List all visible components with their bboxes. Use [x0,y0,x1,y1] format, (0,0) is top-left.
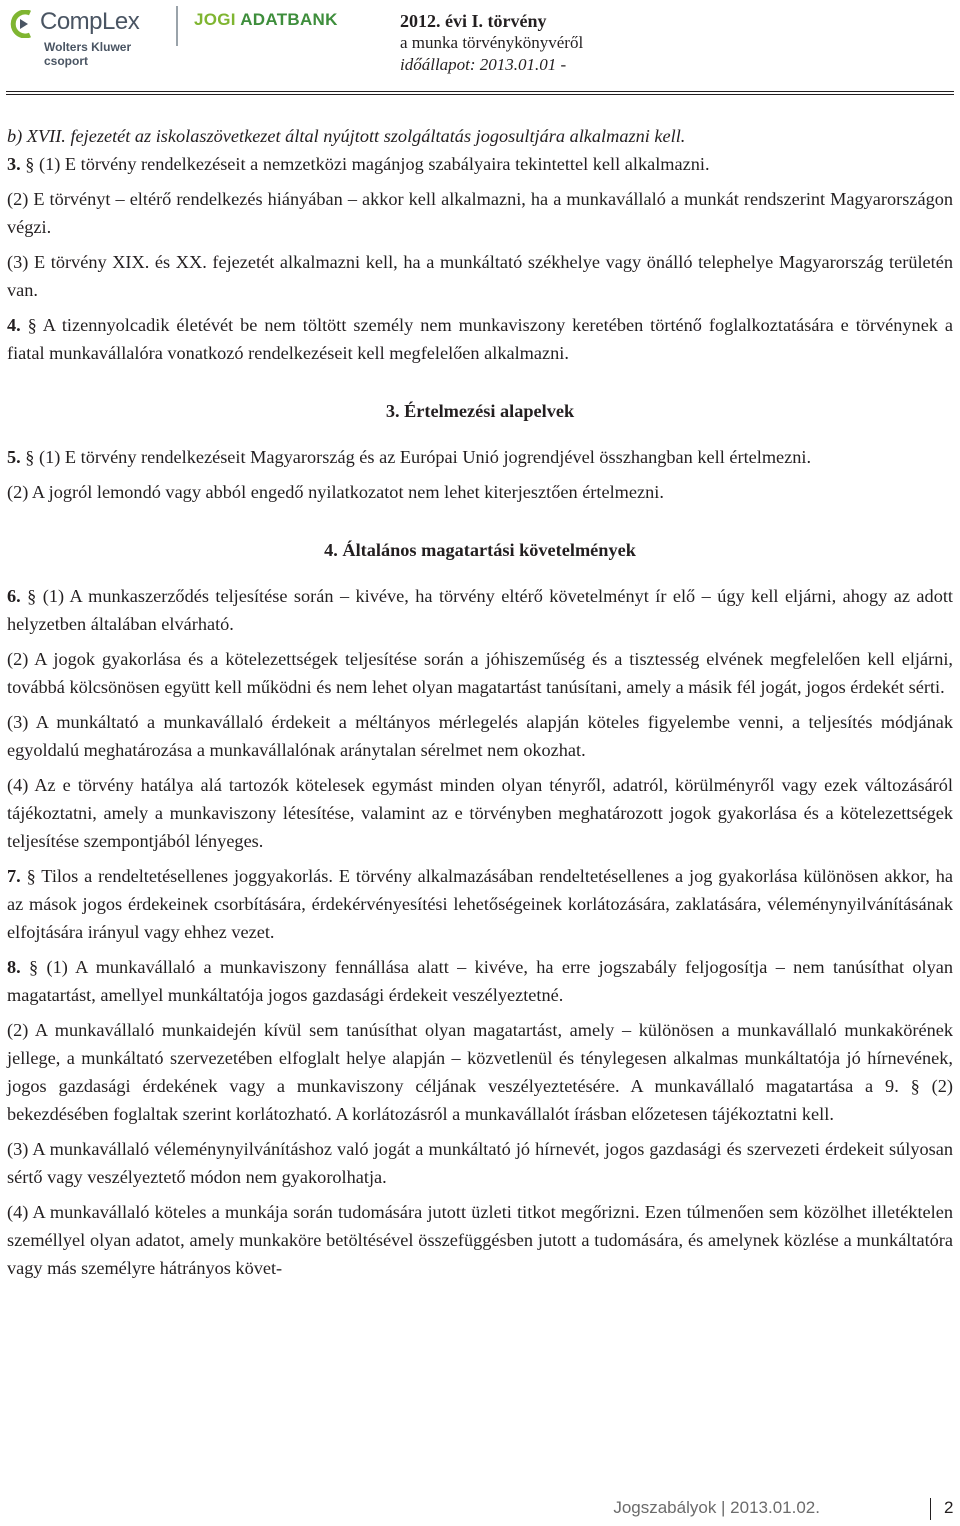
paragraph [7,1198,953,1282]
paragraph-text: (3) A munkáltató a munkavállaló érdekeit a méltányos mérlegelés alapján köteles figyelembe venni, a teljesítés módjának egyoldalú meghatározása a munkavállalónak aránytalan sérelmet nem okozhat. [7,712,953,760]
paragraph [7,248,953,304]
paragraph [7,122,953,150]
section-number: 5. [7,447,21,467]
jogi-adatbank-logo [194,10,338,30]
brand-name: CompLex [40,8,140,35]
page-number: 2 [944,1498,954,1517]
header-rule [6,94,954,95]
paragraph-text: § (1) E törvény rendelkezéseit Magyarország és az Európai Unió jogrendjével összhangban kell értelmezni. [20,447,812,467]
paragraph-text: (2) E törvényt – eltérő rendelkezés hiányában – akkor kell alkalmazni, ha a munkavállaló a munkát rendszerint Magyarországon végzi. [7,189,953,237]
paragraph [7,582,953,638]
paragraph-text: (2) A jogról lemondó vagy abból engedő nyilatkozatot nem lehet kiterjesztően értelmezni. [7,482,664,502]
document-body [7,122,953,1282]
footer-source: Jogszabályok | 2013.01.02. [613,1498,820,1517]
complex-logo-icon [6,10,42,38]
section-number: 7. [7,866,21,886]
paragraph-text: (2) A jogok gyakorlása és a kötelezettségek teljesítése során a jóhiszeműség és a tisztesség elvének megfelelően kell eljárni, továbbá kölcsönösen együtt kell működni és nem lehet olyan magatartást tanúsítani, amely a másik fél jogát, jogos érdekét sérti. [7,649,953,697]
paragraph-text: (2) A munkavállaló munkaidején kívül sem tanúsíthat olyan magatartást, amely – különösen a munkavállaló munkakörének jellege, a munkáltató szervezetében elfoglalt helye alapján – közvetlenül és ténylegesen alkalmas munkáltatója jó hírnevének, jogos gazdasági érdekének vagy a munkaviszony céljának veszélyeztetésére. A munkavállaló magatartása a 9. § (2) bekezdésében foglaltak szerint korlátozható. A korlátozásról a munkavállalót írásban előzetesen tájékoztatni kell. [7,1020,953,1124]
page-header [0,0,960,100]
section-number: 3. [7,154,21,174]
section-number: 6. [7,586,21,606]
paragraph [7,311,953,367]
document-state: időállapot: 2013.01.01 - [400,55,567,74]
paragraph [7,1135,953,1191]
paragraph-text: § (1) A munkaszerződés teljesítése során – kivéve, ha törvény eltérő követelményt ír elő – úgy kell eljárni, ahogy az adott helyzetben általában elvárható. [7,586,953,634]
brand-subtitle: Wolters Kluwer csoport [44,40,132,68]
paragraph [7,478,953,506]
header-divider [176,6,178,46]
product-suffix: ADATBANK [240,10,338,29]
paragraph-text: § (1) A munkavállaló a munkaviszony fennállása alatt – kivéve, ha erre jogszabály feljogosítja – nem tanúsíthat olyan magatartást, amellyel munkáltatója jogos gazdasági érdekeit veszélyeztetné. [7,957,953,1005]
paragraph [7,185,953,241]
paragraph-text: (3) E törvény XIX. és XX. fejezetét alkalmazni kell, ha a munkáltató székhelye vagy önálló telephelye Magyarország területén van. [7,252,953,300]
section-heading: 3. Értelmezési alapelvek [385,401,575,421]
document-subtitle: a munka törvénykönyvéről [400,33,584,52]
section-number: 8. [7,957,21,977]
paragraph [7,150,953,178]
paragraph [7,953,953,1009]
document-title: 2012. évi I. törvény [400,11,547,31]
paragraph-text: § Tilos a rendeltetésellenes joggyakorlás. E törvény alkalmazásában rendeltetésellenes a jog gyakorlása különösen akkor, ha az mások jogos érdekeinek csorbítására, érdekérvényesítési lehetőségeinek korlátozására, zaklatására, véleménynyilvánításának elfojtására irányul vagy ehhez vezet. [7,866,953,942]
paragraph-text: § (1) E törvény rendelkezéseit a nemzetközi magánjog szabályaira tekintettel kell alkalmazni. [20,154,710,174]
paragraph [7,862,953,946]
paragraph [7,1016,953,1128]
document-meta [400,10,583,76]
paragraph [7,443,953,471]
paragraph-text: § A tizennyolcadik életévét be nem töltött személy nem munkaviszony keretében történő foglalkoztatására e törvénynek a fiatal munkavállalóra vonatkozó rendelkezéseit kell megfelelően alkalmazni. [7,315,953,363]
paragraph [7,771,953,855]
page-footer [0,1498,960,1526]
paragraph [7,645,953,701]
paragraph-text: (4) A munkavállaló köteles a munkája során tudomására jutott üzleti titkot megőrizni. Ezen túlmenően sem közölhet illetéktelen személlyel olyan adatot, amely munkaköre betöltésével összefüggésben jutott a tudomására, és amelynek közlése a munkáltatóra vagy más személyre hátrányos követ- [7,1202,953,1278]
paragraph [7,708,953,764]
section-heading: 4. Általános magatartási követelmények [324,540,636,560]
paragraph-text: (3) A munkavállaló véleménynyilvánításhoz való jogát a munkáltató jó hírnevét, jogos gazdasági és szervezeti érdekeit súlyosan sértő vagy veszélyeztető módon nem gyakorolhatja. [7,1139,953,1187]
complex-logo [6,8,171,68]
footer-divider [930,1498,931,1520]
header-rule [6,91,954,92]
paragraph-text: b) XVII. fejezetét az iskolaszövetkezet által nyújtott szolgáltatás jogosultjára alkalmazni kell. [7,126,686,146]
product-prefix: JOGI [194,10,236,29]
paragraph-text: (4) Az e törvény hatálya alá tartozók kötelesek egymást minden olyan tényről, adatról, körülményről vagy ezek változásáról tájékoztatni, amely a munkaviszony létesítése, valamint az e törvényben meghatározott jogok gyakorlása és a kötelezettségek teljesítése szempontjából lényeges. [7,775,953,851]
section-number: 4. [7,315,21,335]
